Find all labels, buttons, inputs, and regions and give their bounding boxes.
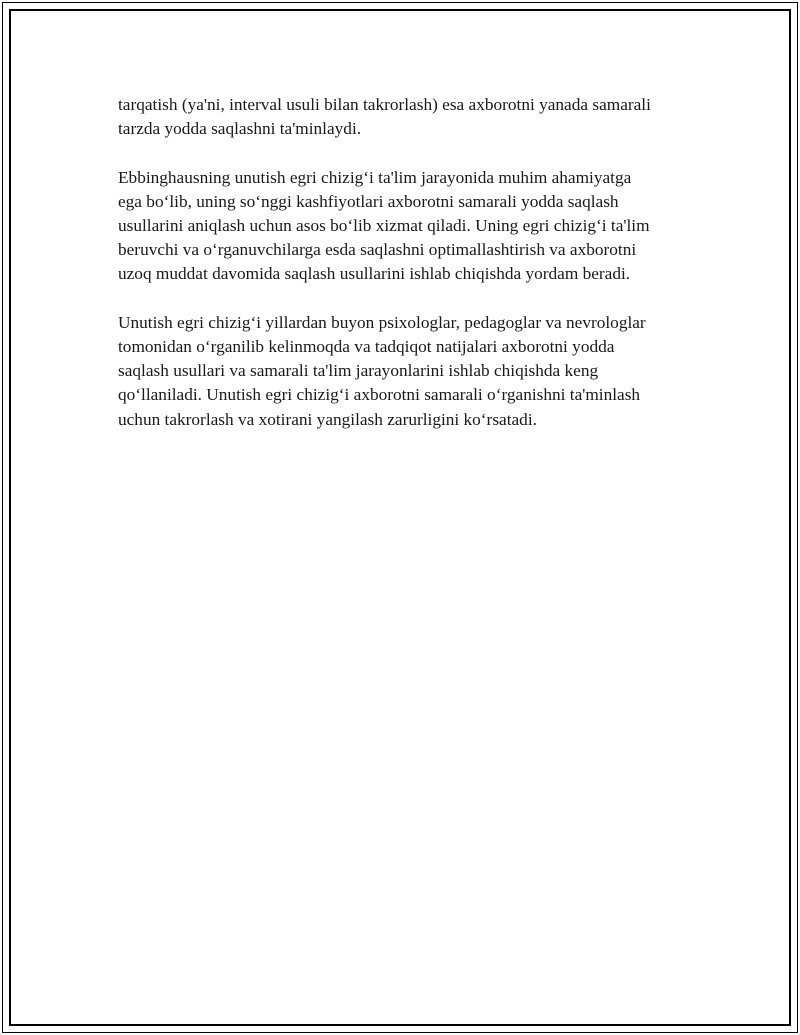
text-line: tomonidan o‘rganilib kelinmoqda va tadqiqot natijalari axborotni yodda: [118, 337, 615, 356]
text-line: uchun takrorlash va xotirani yangilash zarurligini ko‘rsatadi.: [118, 409, 537, 429]
text-line: ega bo‘lib, uning so‘nggi kashfiyotlari axborotni samarali yodda saqlash: [118, 191, 619, 211]
text-line: usullarini aniqlash uchun asos bo‘lib xizmat qiladi. Uning egri chizig‘i ta'lim: [118, 216, 650, 235]
paragraph-1: [118, 93, 698, 141]
text-line: beruvchi va o‘rganuvchilarga esda saqlashni optimallashtirish va axborotni: [118, 240, 637, 260]
text-line: qo‘llaniladi. Unutish egri chizig‘i axborotni samarali o‘rganishni ta'minlash: [118, 385, 641, 405]
text-line: saqlash usullari va samarali ta'lim jarayonlarini ishlab chiqishda keng: [118, 361, 599, 381]
paragraph-2: [118, 166, 698, 287]
paragraph-3: [118, 311, 698, 432]
text-line: uzoq muddat davomida saqlash usullarini ishlab chiqishda yordam beradi.: [118, 264, 631, 284]
document-body: [118, 93, 698, 456]
text-line: Ebbinghausning unutish egri chizig‘i ta'lim jarayonida muhim ahamiyatga: [118, 167, 632, 187]
text-line: Unutish egri chizig‘i yillardan buyon psixologlar, pedagoglar va nevrologlar: [118, 312, 646, 332]
text-line: tarqatish (ya'ni, interval usuli bilan takrorlash) esa axborotni yanada samarali: [118, 95, 651, 114]
text-line: tarzda yodda saqlashni ta'minlaydi.: [118, 119, 362, 139]
